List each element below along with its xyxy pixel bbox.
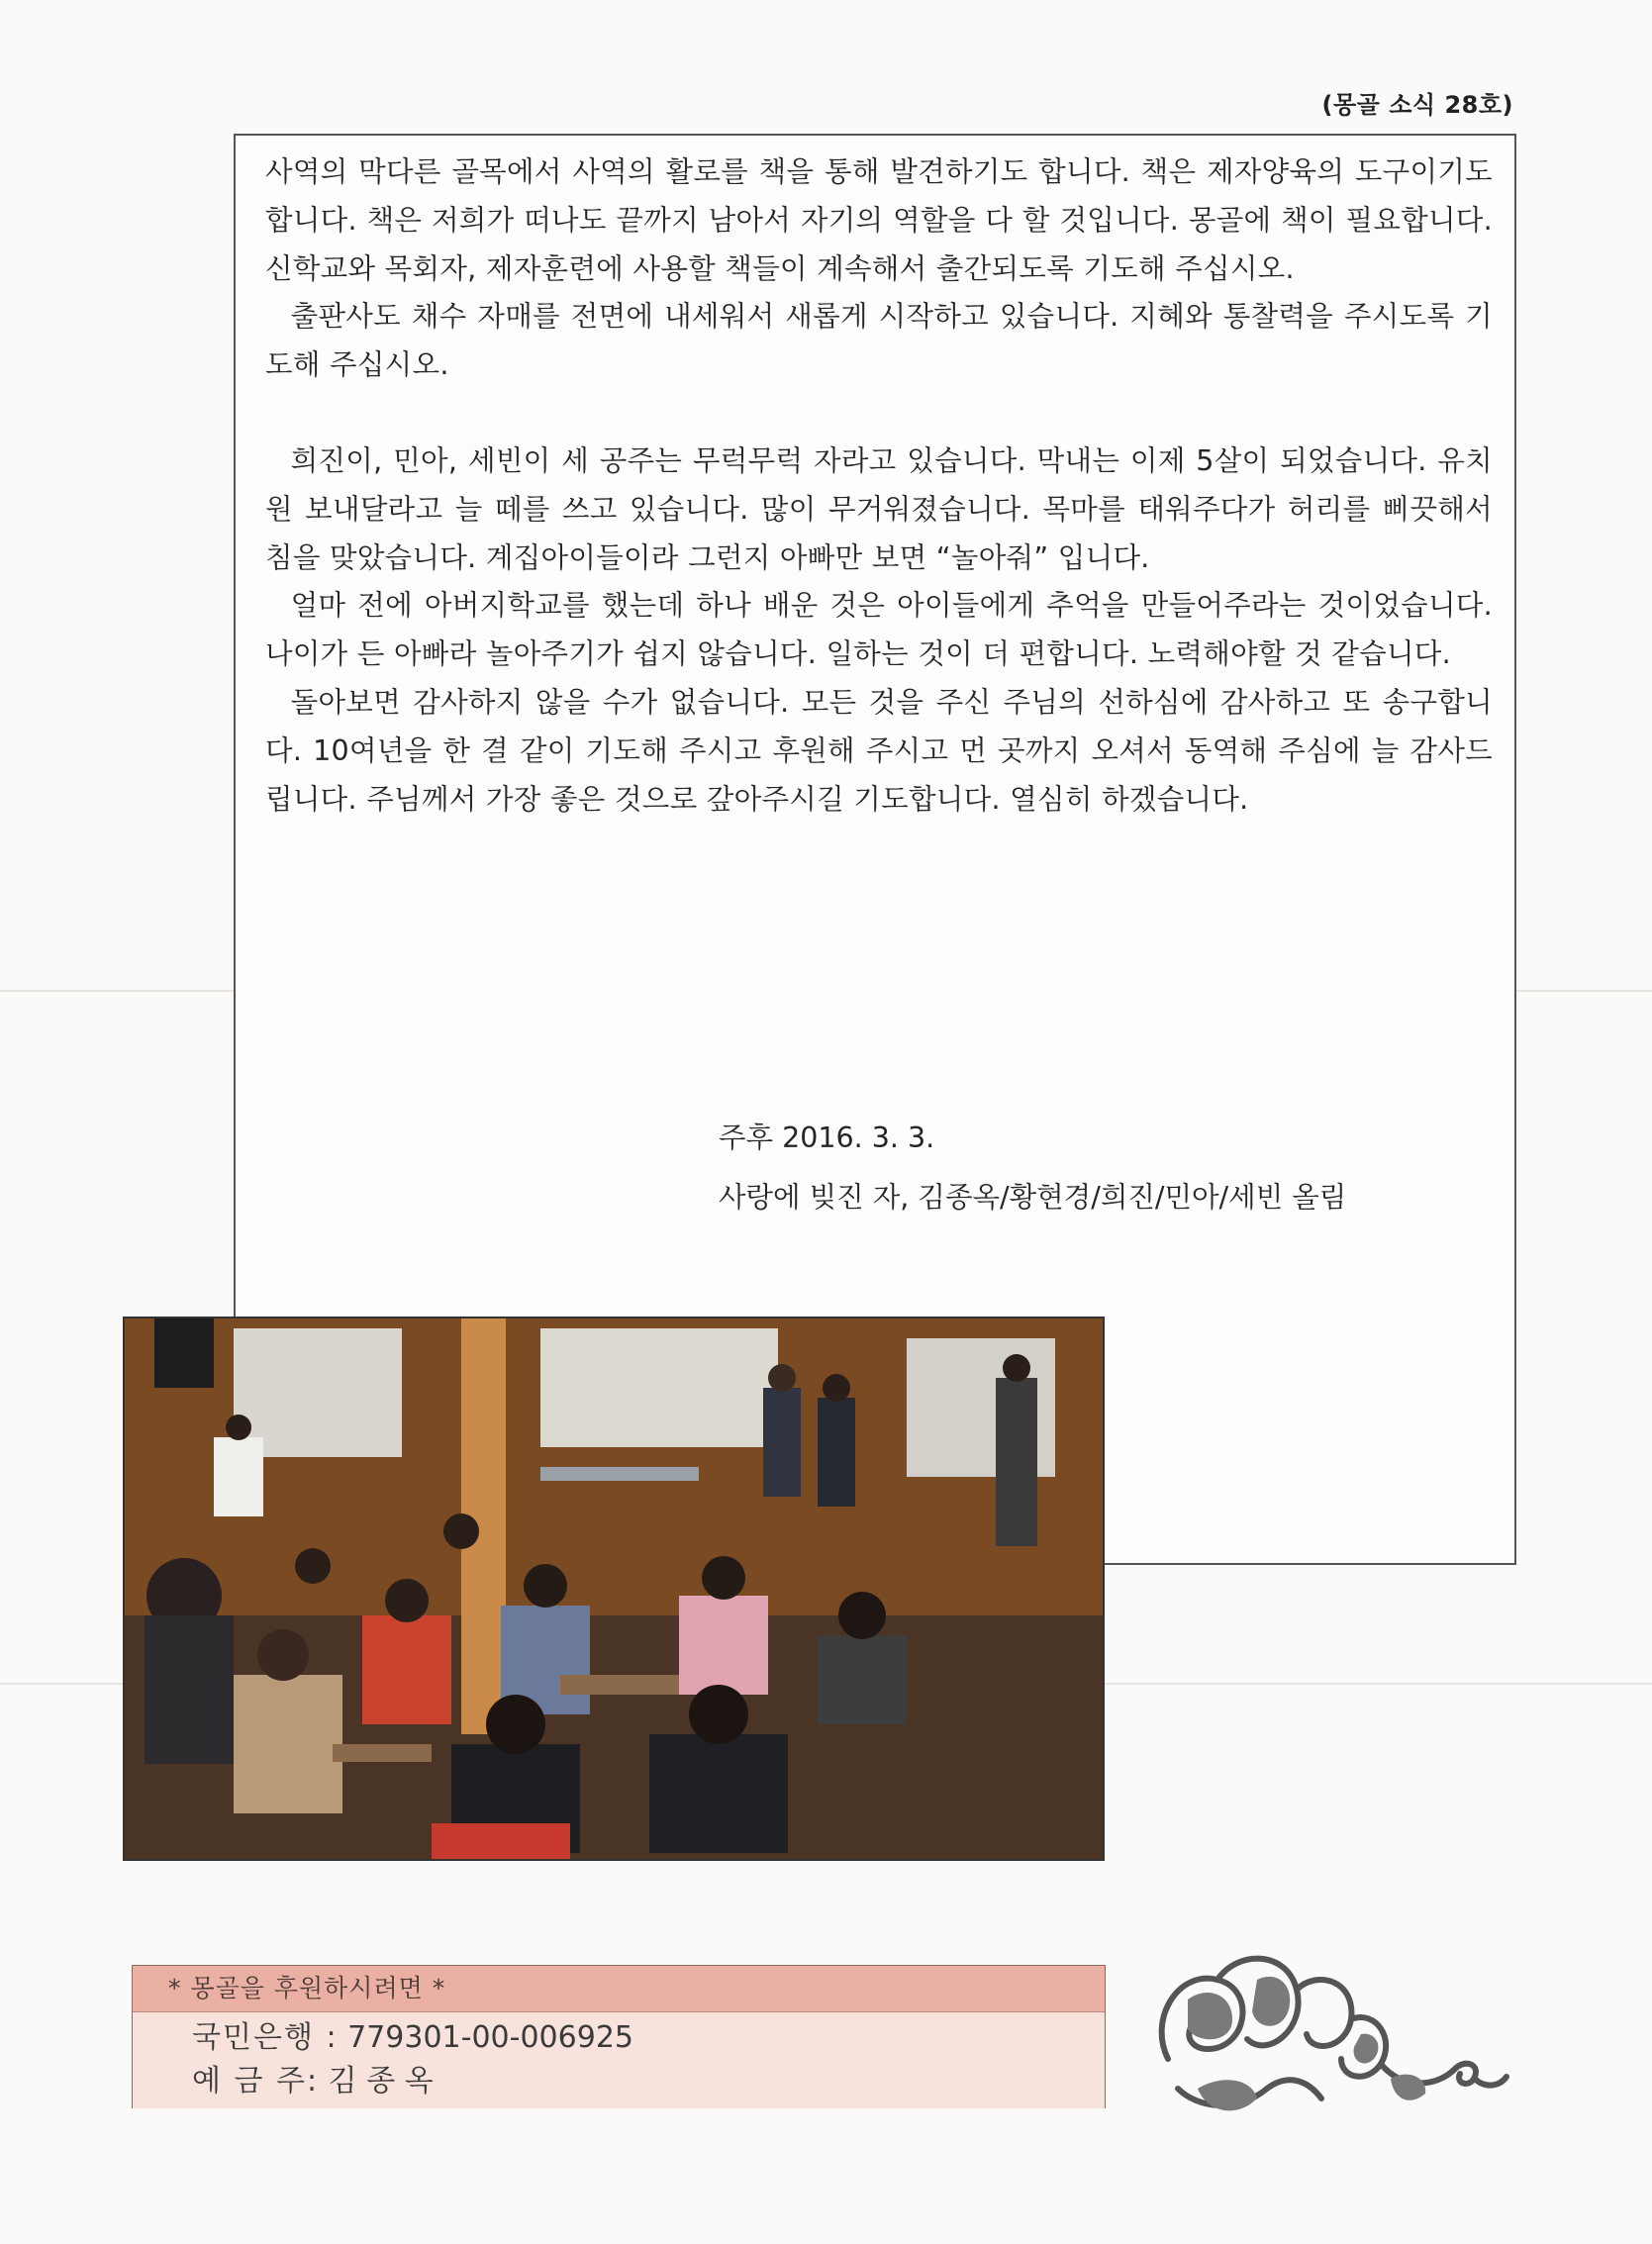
bank-account-number: 779301-00-006925 [347,2020,633,2055]
donation-info-box [132,1965,1106,2108]
letter-signoff [719,1109,1346,1227]
letter-paragraph: 사역의 막다른 골목에서 사역의 활로를 책을 통해 발견하기도 합니다. 책은 제자양육의 도구이기도합니다. 책은 저희가 떠나도 끝까지 남아서 자기의 역할을 다 할 것입니다. 몽골에 책이 필요합니다. 신학교와 목회자, 제자훈련에 사용할 책들이 계속해서 출간되도록 기도해 주십시오. [265,155,1493,285]
letter-signature: 사랑에 빚진 자, 김종옥/황현경/희진/민아/세빈 올림 [719,1181,1347,1214]
bank-row [192,2016,1105,2060]
donation-title: * 몽골을 후원하시려면 * [133,1966,1105,2012]
holder-row [192,2060,1105,2103]
account-holder-name: 김 종 옥 [328,2064,434,2098]
letter-paragraph: 얼마 전에 아버지학교를 했는데 하나 배운 것은 아이들에게 추억을 만들어주라는 것이었습니다. 나이가 든 아빠라 놀아주기가 쉽지 않습니다. 일하는 것이 더 편합니다. 노력해야할 것 같습니다. [265,589,1493,671]
letter-body [265,148,1493,824]
letter-date: 주후 2016. 3. 3. [719,1122,935,1154]
letter-paragraph: 희진이, 민아, 세빈이 세 공주는 무럭무럭 자라고 있습니다. 막내는 이제 5살이 되었습니다. 유치원 보내달라고 늘 떼를 쓰고 있습니다. 많이 무거워졌습니다. 목마를 태워주다가 허리를 삐끗해서 침을 맞았습니다. 계집아이들이라 그런지 아빠만 보면 “놀아줘” 입니다. [265,443,1493,574]
bank-label: 국민은행 : [192,2020,339,2055]
letter-paragraph: 돌아보면 감사하지 않을 수가 없습니다. 모든 것을 주신 주님의 선하심에 감사하고 또 송구합니다. 10여년을 한 결 같이 기도해 주시고 후원해 주시고 먼 곳까지 오셔서 동역해 주심에 늘 감사드립니다. 주님께서 가장 좋은 것으로 갚아주시길 기도합니다. 열심히 하겠습니다. [265,685,1493,816]
floral-ornament-icon [1138,1940,1514,2138]
issue-header: (몽골 소식 28호) [1321,91,1513,119]
letter-paragraph: 출판사도 채수 자매를 전면에 내세워서 새롭게 시작하고 있습니다. 지혜와 통찰력을 주시도록 기도해 주십시오. [265,300,1493,382]
worship-gathering-photo [123,1317,1105,1861]
donation-details [133,2012,1105,2108]
holder-label: 예 금 주: [192,2064,320,2098]
